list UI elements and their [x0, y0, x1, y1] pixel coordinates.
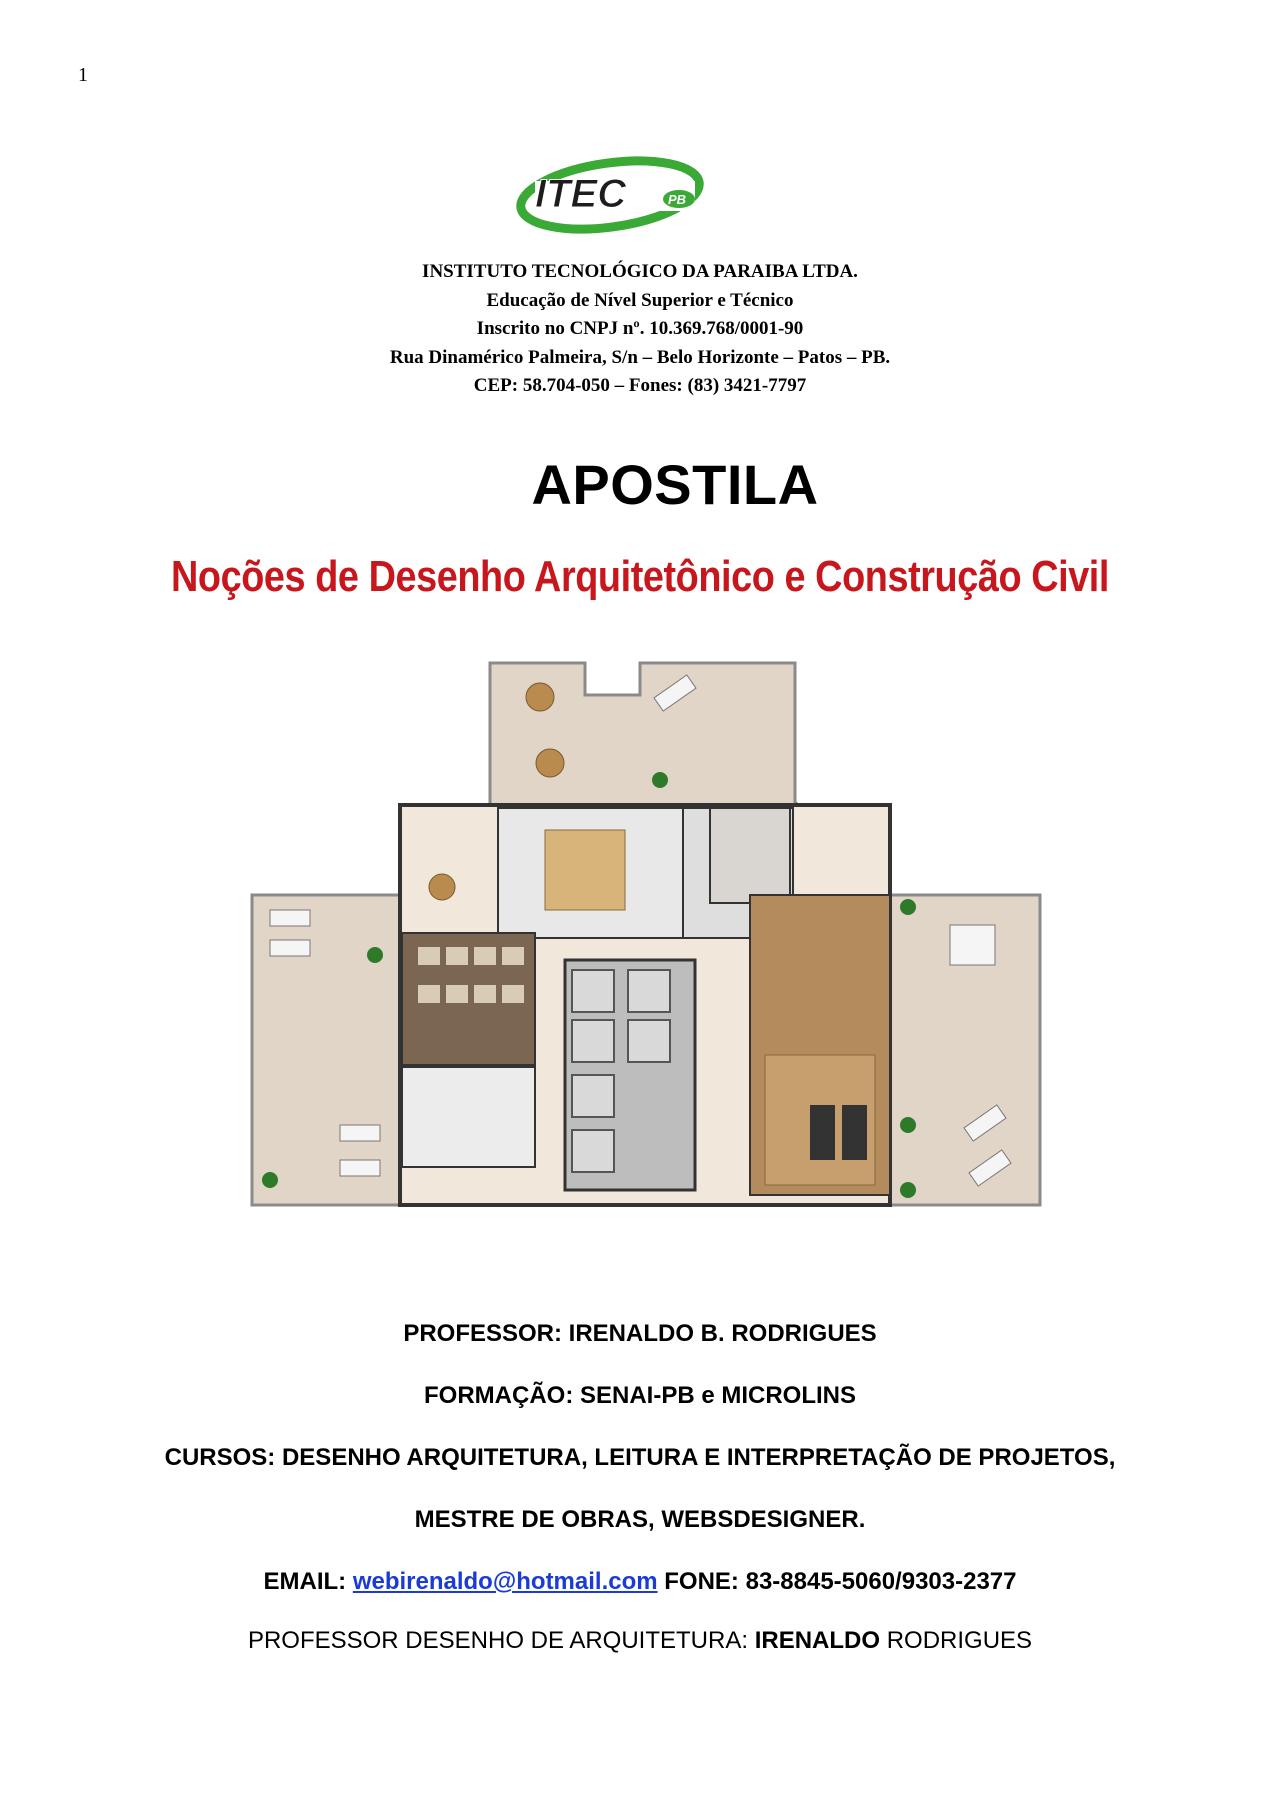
- page-number: 1: [78, 64, 88, 86]
- institution-address: Rua Dinamérico Palmeira, S/n – Belo Horizonte – Patos – PB.: [389, 346, 891, 368]
- institution-block: [0, 258, 1280, 401]
- footer-last-name: RODRIGUES: [886, 1627, 1033, 1654]
- email-link[interactable]: webirenaldo@hotmail.com: [352, 1568, 658, 1595]
- professor-line: PROFESSOR: IRENALDO B. RODRIGUES: [403, 1320, 877, 1347]
- logo-text: ITEC: [535, 172, 627, 216]
- document-title: APOSTILA: [531, 453, 819, 516]
- footer-prefix: PROFESSOR DESENHO DE ARQUITETURA:: [247, 1627, 749, 1654]
- institution-subtitle: Educação de Nível Superior e Técnico: [486, 289, 794, 311]
- footer-first-name: IRENALDO: [754, 1627, 881, 1654]
- logo-badge: PB: [668, 192, 687, 207]
- cursos-line-1: CURSOS: DESENHO ARQUITETURA, LEITURA E INTERPRETAÇÃO DE PROJETOS,: [164, 1444, 1116, 1471]
- cursos-line-2: MESTRE DE OBRAS, WEBSDESIGNER.: [414, 1506, 866, 1533]
- footer-line: [0, 1627, 1280, 1655]
- document-subtitle: Noções de Desenho Arquitetônico e Construção Civil: [171, 552, 1109, 601]
- floor-plan-image: [250, 655, 1042, 1211]
- phone-text: FONE: 83-8845-5060/9303-2377: [664, 1568, 1017, 1595]
- institution-contact: CEP: 58.704-050 – Fones: (83) 3421-7797: [473, 375, 807, 396]
- itec-logo: [515, 155, 710, 235]
- institution-cnpj: Inscrito no CNPJ nº. 10.369.768/0001-90: [476, 318, 804, 339]
- institution-name: INSTITUTO TECNOLÓGICO DA PARAIBA LTDA.: [422, 261, 858, 282]
- contact-line: [0, 1568, 1280, 1596]
- formacao-line: FORMAÇÃO: SENAI-PB e MICROLINS: [424, 1382, 856, 1409]
- email-label: EMAIL:: [263, 1568, 347, 1595]
